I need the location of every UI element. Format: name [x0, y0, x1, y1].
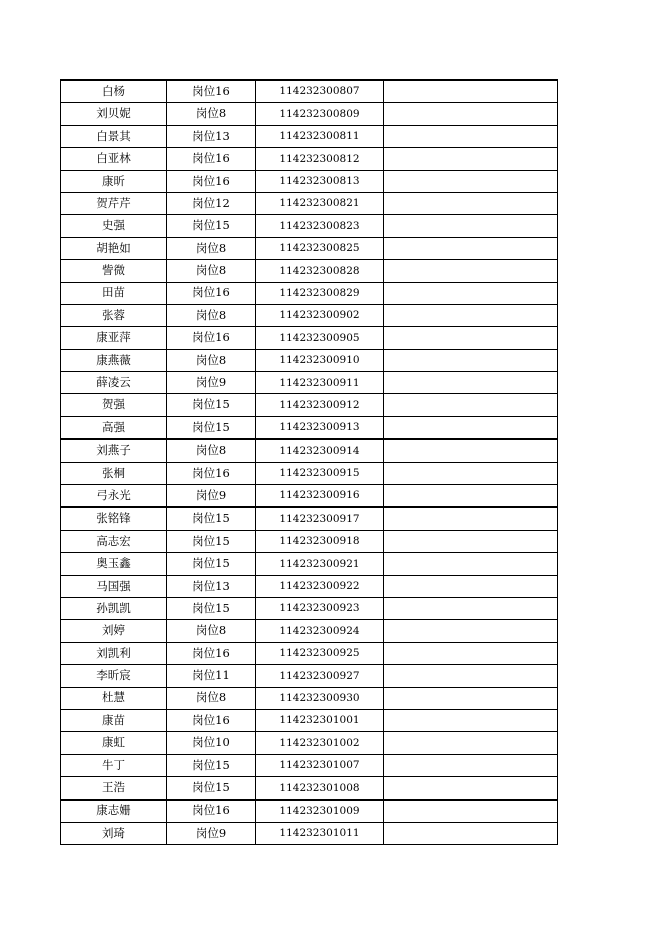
note-cell — [384, 485, 558, 508]
position-cell: 岗位16 — [167, 148, 256, 170]
note-cell — [384, 125, 558, 147]
exam-id-cell: 114232300905 — [256, 327, 384, 349]
position-cell: 岗位15 — [167, 530, 256, 552]
note-cell — [384, 260, 558, 282]
name-cell: 贺芹芹 — [61, 192, 167, 214]
note-cell — [384, 754, 558, 776]
exam-id-cell: 114232300923 — [256, 597, 384, 619]
note-cell — [384, 103, 558, 125]
table-row — [61, 372, 558, 394]
position-cell: 岗位8 — [167, 260, 256, 282]
note-cell — [384, 349, 558, 371]
table-row — [61, 709, 558, 731]
position-cell: 岗位13 — [167, 125, 256, 147]
table-row — [61, 282, 558, 304]
name-cell: 白杨 — [61, 80, 167, 103]
table-row — [61, 349, 558, 371]
table-row — [61, 687, 558, 709]
position-cell: 岗位15 — [167, 777, 256, 800]
note-cell — [384, 709, 558, 731]
table-row — [61, 553, 558, 575]
exam-id-cell: 114232300825 — [256, 237, 384, 259]
exam-id-cell: 114232300807 — [256, 80, 384, 103]
name-cell: 马国强 — [61, 575, 167, 597]
name-cell: 杜慧 — [61, 687, 167, 709]
table-row — [61, 439, 558, 462]
exam-id-cell: 114232301008 — [256, 777, 384, 800]
table-row — [61, 148, 558, 170]
position-cell: 岗位12 — [167, 192, 256, 214]
exam-id-cell: 114232300922 — [256, 575, 384, 597]
position-cell: 岗位8 — [167, 439, 256, 462]
position-cell: 岗位15 — [167, 597, 256, 619]
note-cell — [384, 80, 558, 103]
table-row — [61, 777, 558, 800]
table-row — [61, 394, 558, 416]
table-row — [61, 575, 558, 597]
name-cell: 訾微 — [61, 260, 167, 282]
name-cell: 王浩 — [61, 777, 167, 800]
exam-id-cell: 114232300912 — [256, 394, 384, 416]
position-cell: 岗位11 — [167, 665, 256, 687]
name-cell: 张蓉 — [61, 304, 167, 326]
candidate-table — [60, 79, 558, 845]
position-cell: 岗位16 — [167, 282, 256, 304]
position-cell: 岗位10 — [167, 732, 256, 754]
name-cell: 康亚萍 — [61, 327, 167, 349]
name-cell: 白景其 — [61, 125, 167, 147]
name-cell: 康虹 — [61, 732, 167, 754]
name-cell: 弓永光 — [61, 485, 167, 508]
exam-id-cell: 114232301009 — [256, 800, 384, 823]
table-row — [61, 485, 558, 508]
position-cell: 岗位15 — [167, 215, 256, 237]
position-cell: 岗位8 — [167, 620, 256, 642]
exam-id-cell: 114232300915 — [256, 462, 384, 484]
exam-id-cell: 114232301002 — [256, 732, 384, 754]
position-cell: 岗位16 — [167, 80, 256, 103]
position-cell: 岗位15 — [167, 754, 256, 776]
table-row — [61, 125, 558, 147]
note-cell — [384, 148, 558, 170]
table-row — [61, 260, 558, 282]
exam-id-cell: 114232300921 — [256, 553, 384, 575]
name-cell: 张铭锋 — [61, 507, 167, 530]
note-cell — [384, 507, 558, 530]
name-cell: 高强 — [61, 416, 167, 439]
note-cell — [384, 732, 558, 754]
table-row — [61, 80, 558, 103]
note-cell — [384, 642, 558, 664]
table-row — [61, 304, 558, 326]
table-row — [61, 462, 558, 484]
note-cell — [384, 822, 558, 844]
table-row — [61, 754, 558, 776]
position-cell: 岗位9 — [167, 822, 256, 844]
table-row — [61, 597, 558, 619]
exam-id-cell: 114232301011 — [256, 822, 384, 844]
exam-id-cell: 114232300916 — [256, 485, 384, 508]
table-row — [61, 170, 558, 192]
position-cell: 岗位16 — [167, 170, 256, 192]
table-row — [61, 103, 558, 125]
note-cell — [384, 553, 558, 575]
note-cell — [384, 665, 558, 687]
position-cell: 岗位9 — [167, 485, 256, 508]
exam-id-cell: 114232300812 — [256, 148, 384, 170]
note-cell — [384, 327, 558, 349]
position-cell: 岗位16 — [167, 709, 256, 731]
table-row — [61, 665, 558, 687]
position-cell: 岗位15 — [167, 416, 256, 439]
note-cell — [384, 416, 558, 439]
note-cell — [384, 800, 558, 823]
table-row — [61, 327, 558, 349]
exam-id-cell: 114232300902 — [256, 304, 384, 326]
position-cell: 岗位13 — [167, 575, 256, 597]
name-cell: 刘琦 — [61, 822, 167, 844]
note-cell — [384, 192, 558, 214]
note-cell — [384, 462, 558, 484]
note-cell — [384, 304, 558, 326]
position-cell: 岗位9 — [167, 372, 256, 394]
table-row — [61, 800, 558, 823]
note-cell — [384, 597, 558, 619]
note-cell — [384, 530, 558, 552]
table-row — [61, 192, 558, 214]
name-cell: 刘凯利 — [61, 642, 167, 664]
position-cell: 岗位16 — [167, 642, 256, 664]
exam-id-cell: 114232301001 — [256, 709, 384, 731]
note-cell — [384, 282, 558, 304]
name-cell: 贺强 — [61, 394, 167, 416]
exam-id-cell: 114232300821 — [256, 192, 384, 214]
exam-id-cell: 114232300917 — [256, 507, 384, 530]
position-cell: 岗位15 — [167, 394, 256, 416]
exam-id-cell: 114232300924 — [256, 620, 384, 642]
name-cell: 牛丁 — [61, 754, 167, 776]
exam-id-cell: 114232300927 — [256, 665, 384, 687]
table-row — [61, 642, 558, 664]
table-row — [61, 822, 558, 844]
exam-id-cell: 114232300911 — [256, 372, 384, 394]
table-row — [61, 732, 558, 754]
position-cell: 岗位16 — [167, 800, 256, 823]
position-cell: 岗位15 — [167, 553, 256, 575]
name-cell: 史强 — [61, 215, 167, 237]
position-cell: 岗位15 — [167, 507, 256, 530]
note-cell — [384, 620, 558, 642]
exam-id-cell: 114232300809 — [256, 103, 384, 125]
candidate-table-body — [61, 80, 558, 845]
position-cell: 岗位8 — [167, 349, 256, 371]
name-cell: 奥玉鑫 — [61, 553, 167, 575]
exam-id-cell: 114232300813 — [256, 170, 384, 192]
name-cell: 康昕 — [61, 170, 167, 192]
name-cell: 康苗 — [61, 709, 167, 731]
position-cell: 岗位16 — [167, 327, 256, 349]
name-cell: 白亚林 — [61, 148, 167, 170]
position-cell: 岗位8 — [167, 237, 256, 259]
exam-id-cell: 114232301007 — [256, 754, 384, 776]
name-cell: 胡艳如 — [61, 237, 167, 259]
exam-id-cell: 114232300914 — [256, 439, 384, 462]
name-cell: 高志宏 — [61, 530, 167, 552]
name-cell: 田苗 — [61, 282, 167, 304]
name-cell: 李昕宸 — [61, 665, 167, 687]
note-cell — [384, 777, 558, 800]
exam-id-cell: 114232300828 — [256, 260, 384, 282]
exam-id-cell: 114232300925 — [256, 642, 384, 664]
name-cell: 张桐 — [61, 462, 167, 484]
table-row — [61, 237, 558, 259]
table-row — [61, 530, 558, 552]
note-cell — [384, 439, 558, 462]
exam-id-cell: 114232300910 — [256, 349, 384, 371]
note-cell — [384, 237, 558, 259]
note-cell — [384, 170, 558, 192]
exam-id-cell: 114232300918 — [256, 530, 384, 552]
note-cell — [384, 394, 558, 416]
position-cell: 岗位8 — [167, 103, 256, 125]
exam-id-cell: 114232300823 — [256, 215, 384, 237]
position-cell: 岗位8 — [167, 687, 256, 709]
note-cell — [384, 215, 558, 237]
note-cell — [384, 575, 558, 597]
name-cell: 刘燕子 — [61, 439, 167, 462]
exam-id-cell: 114232300829 — [256, 282, 384, 304]
table-row — [61, 507, 558, 530]
note-cell — [384, 372, 558, 394]
table-row — [61, 416, 558, 439]
position-cell: 岗位16 — [167, 462, 256, 484]
name-cell: 康志姗 — [61, 800, 167, 823]
exam-id-cell: 114232300811 — [256, 125, 384, 147]
name-cell: 薛凌云 — [61, 372, 167, 394]
exam-id-cell: 114232300913 — [256, 416, 384, 439]
table-row — [61, 620, 558, 642]
table-row — [61, 215, 558, 237]
name-cell: 刘贝妮 — [61, 103, 167, 125]
note-cell — [384, 687, 558, 709]
name-cell: 康燕薇 — [61, 349, 167, 371]
position-cell: 岗位8 — [167, 304, 256, 326]
name-cell: 刘婷 — [61, 620, 167, 642]
name-cell: 孙凯凯 — [61, 597, 167, 619]
exam-id-cell: 114232300930 — [256, 687, 384, 709]
